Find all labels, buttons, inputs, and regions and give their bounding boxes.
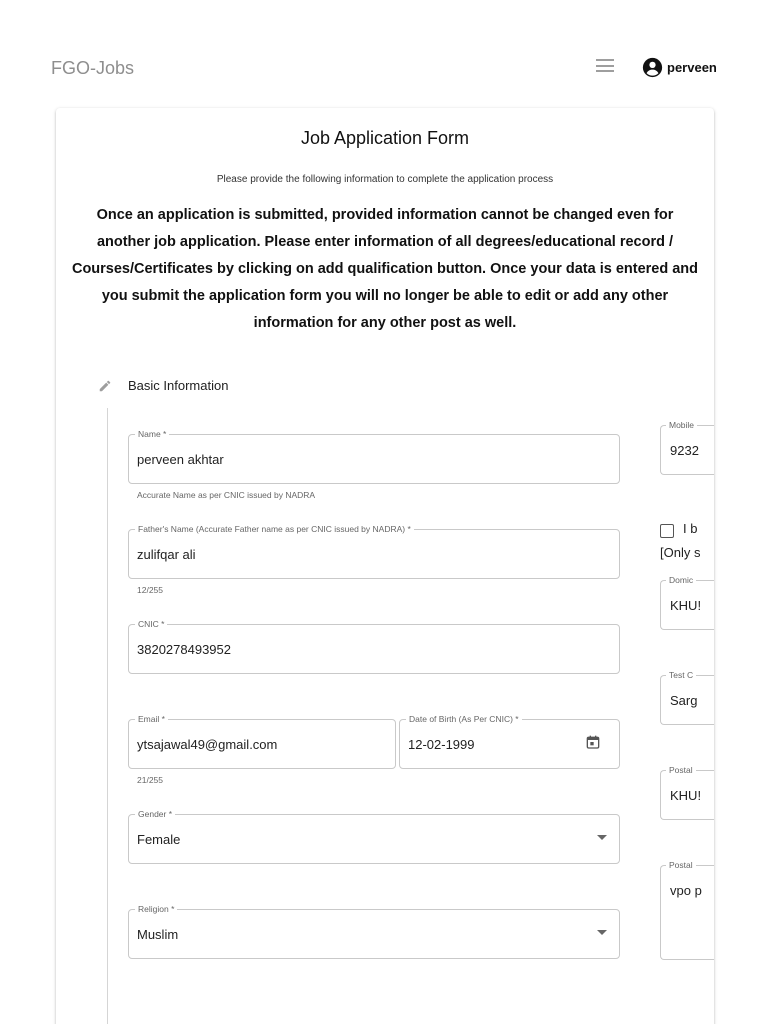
name-field[interactable] bbox=[128, 429, 620, 484]
father-name-value[interactable]: zulifqar ali bbox=[137, 547, 196, 562]
step-connector-line bbox=[107, 408, 108, 1024]
form-subtitle: Please provide the following information to complete the application process bbox=[216, 174, 554, 185]
hamburger-menu-icon[interactable] bbox=[596, 59, 616, 75]
only-note-text: [Only s bbox=[660, 545, 701, 560]
chevron-down-icon[interactable] bbox=[597, 835, 607, 840]
religion-label: Religion * bbox=[135, 903, 177, 915]
domicile-value[interactable]: KHU! bbox=[670, 598, 702, 613]
test-center-label: Test C bbox=[666, 669, 696, 681]
date-of-birth-field[interactable] bbox=[399, 714, 620, 769]
religion-select[interactable] bbox=[128, 904, 620, 959]
religion-value: Muslim bbox=[137, 927, 179, 942]
postal-city-field[interactable] bbox=[660, 765, 714, 820]
email-counter: 21/255 bbox=[137, 775, 163, 785]
mobile-value[interactable]: 9232 bbox=[670, 443, 699, 458]
gender-label: Gender * bbox=[135, 808, 175, 820]
submission-notice: Once an application is submitted, provided information cannot be changed even for another job application. Please enter information of all degrees/educational record / Courses/Certificates by clicking on add qualification button. Once your data is entered and you submit the application form you will no longer be able to edit or add any other information for any other post as well. bbox=[71, 207, 699, 331]
name-label: Name * bbox=[135, 428, 169, 440]
chevron-down-icon[interactable] bbox=[597, 930, 607, 935]
mobile-field[interactable] bbox=[660, 420, 714, 475]
user-name: perveen bbox=[667, 59, 717, 75]
father-name-field[interactable] bbox=[128, 524, 620, 579]
dob-label: Date of Birth (As Per CNIC) * bbox=[406, 713, 522, 725]
dob-value[interactable]: 12-02-1999 bbox=[408, 737, 475, 752]
test-center-field[interactable] bbox=[660, 670, 714, 725]
account-circle-icon bbox=[642, 57, 663, 78]
form-title: Job Application Form bbox=[300, 128, 470, 148]
postal-address-field[interactable] bbox=[660, 860, 714, 960]
name-hint: Accurate Name as per CNIC issued by NADRA bbox=[137, 490, 316, 500]
email-label: Email * bbox=[135, 713, 168, 725]
mobile-label: Mobile bbox=[666, 419, 697, 431]
cnic-label: CNIC * bbox=[135, 618, 167, 630]
father-name-counter: 12/255 bbox=[137, 585, 163, 595]
cnic-value[interactable]: 3820278493952 bbox=[137, 642, 231, 657]
gender-select[interactable] bbox=[128, 809, 620, 864]
brand-logo[interactable]: FGO-Jobs bbox=[51, 58, 135, 78]
declaration-checkbox-label: I b bbox=[683, 521, 698, 536]
postal-city-value[interactable]: KHU! bbox=[670, 788, 702, 803]
father-name-label: Father's Name (Accurate Father name as per CNIC issued by NADRA) * bbox=[135, 523, 414, 535]
name-value[interactable]: perveen akhtar bbox=[137, 452, 224, 467]
postal-address-label: Postal bbox=[666, 859, 696, 871]
gender-value: Female bbox=[137, 832, 181, 847]
domicile-label: Domic bbox=[666, 574, 696, 586]
calendar-icon[interactable] bbox=[585, 734, 601, 750]
postal-address-value[interactable]: vpo p bbox=[670, 883, 702, 898]
top-bar bbox=[0, 0, 768, 110]
test-center-value[interactable]: Sarg bbox=[670, 693, 698, 708]
email-value[interactable]: ytsajawal49@gmail.com bbox=[137, 737, 278, 752]
declaration-checkbox[interactable] bbox=[660, 524, 674, 538]
job-application-card bbox=[56, 108, 714, 1024]
domicile-field[interactable] bbox=[660, 575, 714, 630]
postal-city-label: Postal bbox=[666, 764, 696, 776]
pencil-icon bbox=[98, 379, 112, 393]
step-basic-information[interactable]: Basic Information bbox=[128, 378, 229, 393]
user-account-button[interactable] bbox=[642, 56, 717, 78]
email-field[interactable] bbox=[128, 714, 396, 769]
cnic-field[interactable] bbox=[128, 619, 620, 674]
